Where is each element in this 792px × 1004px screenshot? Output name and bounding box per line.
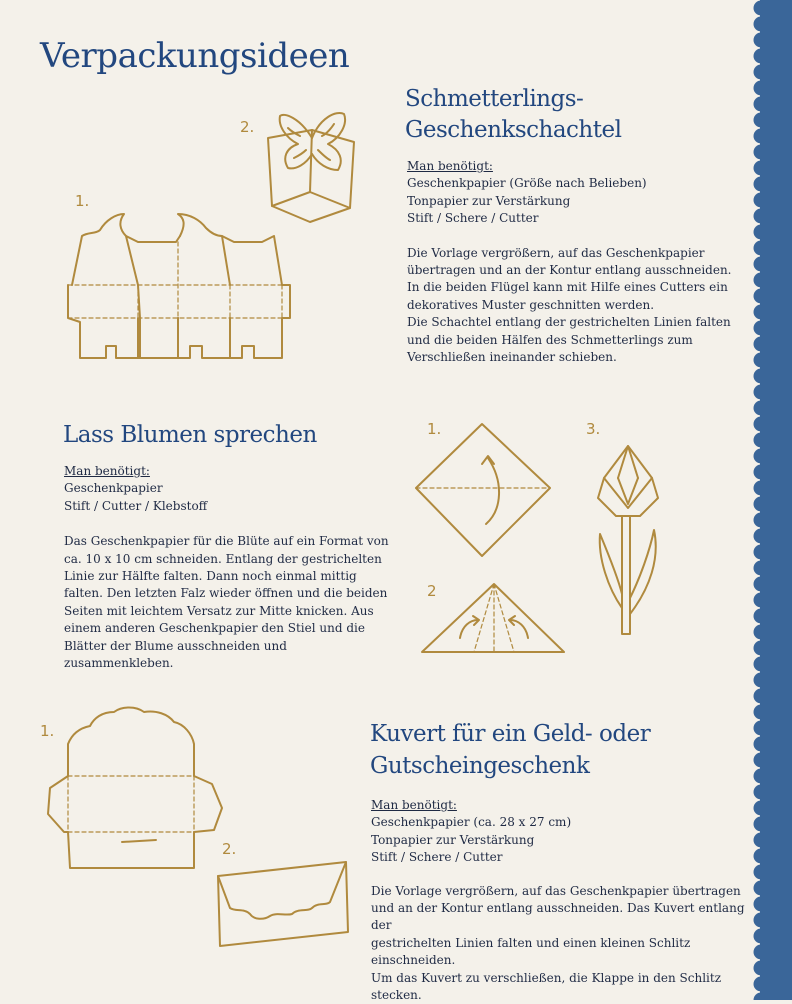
instruction-line: Seiten mit leichtem Versatz zur Mitte knicken. Aus xyxy=(64,603,374,618)
instruction-line: einem anderen Geschenkpapier den Stiel und die xyxy=(64,621,365,636)
flowers-step-1-label: 1. xyxy=(427,420,442,438)
butterfly-box-template-icon xyxy=(66,208,296,360)
flowers-text xyxy=(64,463,394,672)
instruction-line: ca. 10 x 10 cm schneiden. Entlang der gestrichelten xyxy=(64,551,382,566)
envelope-title-line1: Kuvert für ein Geld- oder xyxy=(370,721,651,747)
instruction-line: Um das Kuvert zu verschließen, die Klappe in den Schlitz stecken. xyxy=(371,970,722,1003)
material-item: Tonpapier zur Verstärkung xyxy=(371,832,535,847)
envelope-need-label: Man benötigt: xyxy=(371,798,457,812)
flowers-step-3-label: 3. xyxy=(586,420,601,438)
instruction-line: Verschließen ineinander schieben. xyxy=(407,350,617,365)
envelope-template-icon xyxy=(44,704,226,876)
envelope-icon xyxy=(214,858,350,950)
envelope-step-2-label: 2. xyxy=(222,840,237,858)
butterfly-step-2-label: 2. xyxy=(240,118,255,136)
butterfly-step-1-label: 1. xyxy=(75,192,90,210)
butterfly-title xyxy=(405,84,621,146)
instruction-line: gestrichelten Linien falten und einen kleinen Schlitz einschneiden. xyxy=(371,935,691,968)
instruction-line: Die Vorlage vergrößern, auf das Geschenkpapier übertragen xyxy=(371,883,741,898)
flowers-need-label: Man benötigt: xyxy=(64,464,150,478)
envelope-title-line2: Gutscheingeschenk xyxy=(370,753,590,779)
instruction-line: Das Geschenkpapier für die Blüte auf ein Format von xyxy=(64,534,389,549)
butterfly-title-line1: Schmetterlings- xyxy=(405,86,584,112)
instruction-line: falten. Den letzten Falz wieder öffnen und die beiden xyxy=(64,586,388,601)
tulip-icon xyxy=(588,438,666,638)
material-item: Stift / Cutter / Klebstoff xyxy=(64,498,208,513)
envelope-text xyxy=(371,797,751,1004)
material-item: Stift / Schere / Cutter xyxy=(371,850,503,865)
instruction-line: Die Vorlage vergrößern, auf das Geschenkpapier xyxy=(407,245,705,260)
folded-square-icon xyxy=(412,420,554,560)
material-item: Geschenkpapier xyxy=(64,481,163,496)
flowers-title: Lass Blumen sprechen xyxy=(63,422,317,448)
envelope-step-1-label: 1. xyxy=(40,722,55,740)
butterfly-title-line2: Geschenkschachtel xyxy=(405,117,622,143)
instruction-line: und die beiden Hälfen des Schmetterlings zum xyxy=(407,332,693,347)
butterfly-need-label: Man benötigt: xyxy=(407,159,493,173)
flowers-step-2-label: 2 xyxy=(427,582,437,600)
envelope-title xyxy=(370,718,650,782)
instruction-line: und an der Kontur entlang ausschneiden. Das Kuvert entlang der xyxy=(371,901,745,933)
instruction-line: Blätter der Blume ausschneiden und zusammenkleben. xyxy=(64,638,287,671)
material-item: Geschenkpapier (Größe nach Belieben) xyxy=(407,176,647,191)
instruction-line: In die beiden Flügel kann mit Hilfe eines Cutters ein xyxy=(407,280,728,295)
page-title: Verpackungsideen xyxy=(40,36,350,76)
instruction-line: dekoratives Muster geschnitten werden. xyxy=(407,297,655,312)
instruction-line: übertragen und an der Kontur entlang ausschneiden. xyxy=(407,263,732,278)
instruction-line: Die Schachtel entlang der gestrichelten Linien falten xyxy=(407,315,731,330)
butterfly-text xyxy=(407,158,747,366)
scalloped-edge xyxy=(752,0,770,1000)
material-item: Stift / Schere / Cutter xyxy=(407,211,539,226)
material-item: Tonpapier zur Verstärkung xyxy=(407,193,571,208)
butterfly-box-icon xyxy=(264,108,360,226)
instruction-line: Linie zur Hälfte falten. Dann noch einmal mittig xyxy=(64,569,357,584)
material-item: Geschenkpapier (ca. 28 x 27 cm) xyxy=(371,815,572,830)
folded-triangle-icon xyxy=(418,580,568,656)
